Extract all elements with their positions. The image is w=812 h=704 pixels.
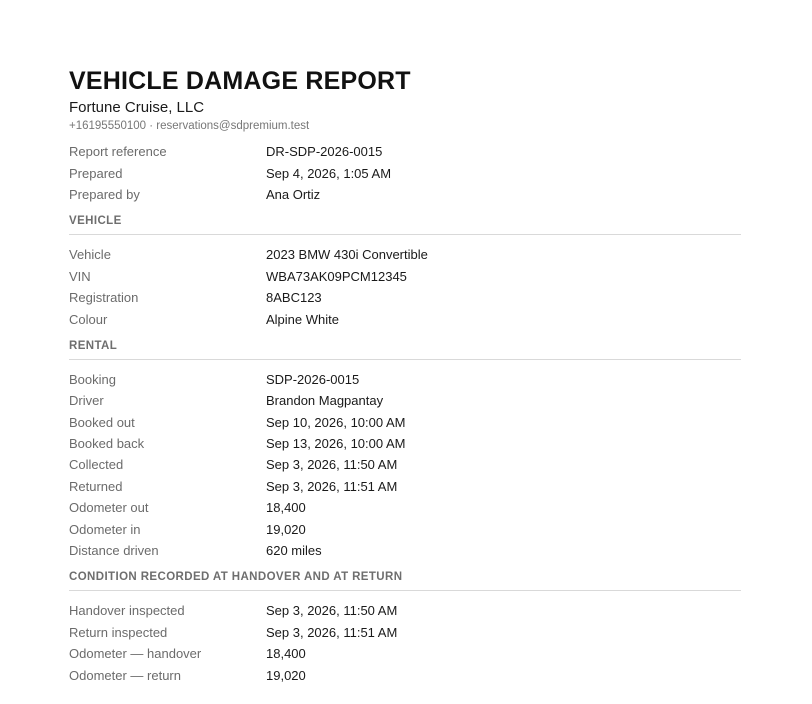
field-label: Booked out <box>69 414 135 430</box>
field-value: 620 miles <box>266 543 322 559</box>
section-heading-vehicle: VEHICLE <box>69 205 741 235</box>
section-heading-rental: RENTAL <box>69 330 741 360</box>
field-label: Booking <box>69 371 116 387</box>
field-label: Odometer — handover <box>69 646 202 662</box>
field-label: Report reference <box>69 144 167 160</box>
meta-row <box>69 141 741 162</box>
field-label: Prepared by <box>69 186 140 202</box>
field-label: Odometer in <box>69 521 141 537</box>
field-value: 19,020 <box>266 667 306 683</box>
field-value: 2023 BMW 430i Convertible <box>266 247 428 263</box>
field-label: Driver <box>69 393 104 409</box>
field-value: Sep 3, 2026, 11:51 AM <box>266 478 398 494</box>
rental-row <box>69 369 741 390</box>
field-label: Colour <box>69 311 108 327</box>
field-value: SDP-2026-0015 <box>266 371 360 387</box>
rental-row <box>69 497 741 518</box>
field-label: Prepared <box>69 165 123 181</box>
section-heading-condition: CONDITION RECORDED AT HANDOVER AND AT RETURN <box>69 561 741 591</box>
rental-row <box>69 433 741 454</box>
field-value: 8ABC123 <box>266 290 322 306</box>
field-label: Handover inspected <box>69 603 185 619</box>
vehicle-row <box>69 308 741 329</box>
condition-row <box>69 622 741 643</box>
vehicle-row <box>69 266 741 287</box>
field-value: 18,400 <box>266 646 306 662</box>
field-value: Alpine White <box>266 311 339 327</box>
field-value: DR-SDP-2026-0015 <box>266 144 383 160</box>
condition-row <box>69 600 741 621</box>
meta-row <box>69 162 741 183</box>
field-value: Sep 3, 2026, 11:51 AM <box>266 624 398 640</box>
field-value: Brandon Magpantay <box>266 393 384 409</box>
field-label: VIN <box>69 268 91 284</box>
field-label: Return inspected <box>69 624 168 640</box>
field-label: Odometer out <box>69 500 149 516</box>
field-value: Sep 4, 2026, 1:05 AM <box>266 165 392 181</box>
field-label: Vehicle <box>69 247 111 263</box>
field-value: Ana Ortiz <box>266 186 321 202</box>
company-contact: +16195550100 · reservations@sdpremium.test <box>69 120 310 132</box>
rental-row <box>69 476 741 497</box>
rental-rows <box>69 369 741 562</box>
field-value: Sep 3, 2026, 11:50 AM <box>266 603 398 619</box>
report-title: VEHICLE DAMAGE REPORT <box>69 67 411 95</box>
rental-row <box>69 454 741 475</box>
rental-row <box>69 540 741 561</box>
field-label: Returned <box>69 478 123 494</box>
meta-row <box>69 184 741 205</box>
field-label: Collected <box>69 457 124 473</box>
field-value: Sep 13, 2026, 10:00 AM <box>266 436 406 452</box>
field-value: Sep 10, 2026, 10:00 AM <box>266 414 406 430</box>
field-value: 18,400 <box>266 500 306 516</box>
vehicle-row <box>69 287 741 308</box>
field-value: Sep 3, 2026, 11:50 AM <box>266 457 398 473</box>
field-label: Registration <box>69 290 139 306</box>
field-label: Booked back <box>69 436 145 452</box>
condition-row <box>69 664 741 685</box>
field-value: 19,020 <box>266 521 306 537</box>
rental-row <box>69 518 741 539</box>
rental-row <box>69 390 741 411</box>
vehicle-row <box>69 244 741 265</box>
vehicle-rows <box>69 244 741 330</box>
condition-rows <box>69 600 741 686</box>
company-name: Fortune Cruise, LLC <box>69 99 205 116</box>
field-value: WBA73AK09PCM12345 <box>266 268 407 284</box>
rental-row <box>69 412 741 433</box>
field-label: Odometer — return <box>69 667 181 683</box>
condition-row <box>69 643 741 664</box>
field-label: Distance driven <box>69 543 159 559</box>
meta-rows <box>69 141 741 205</box>
